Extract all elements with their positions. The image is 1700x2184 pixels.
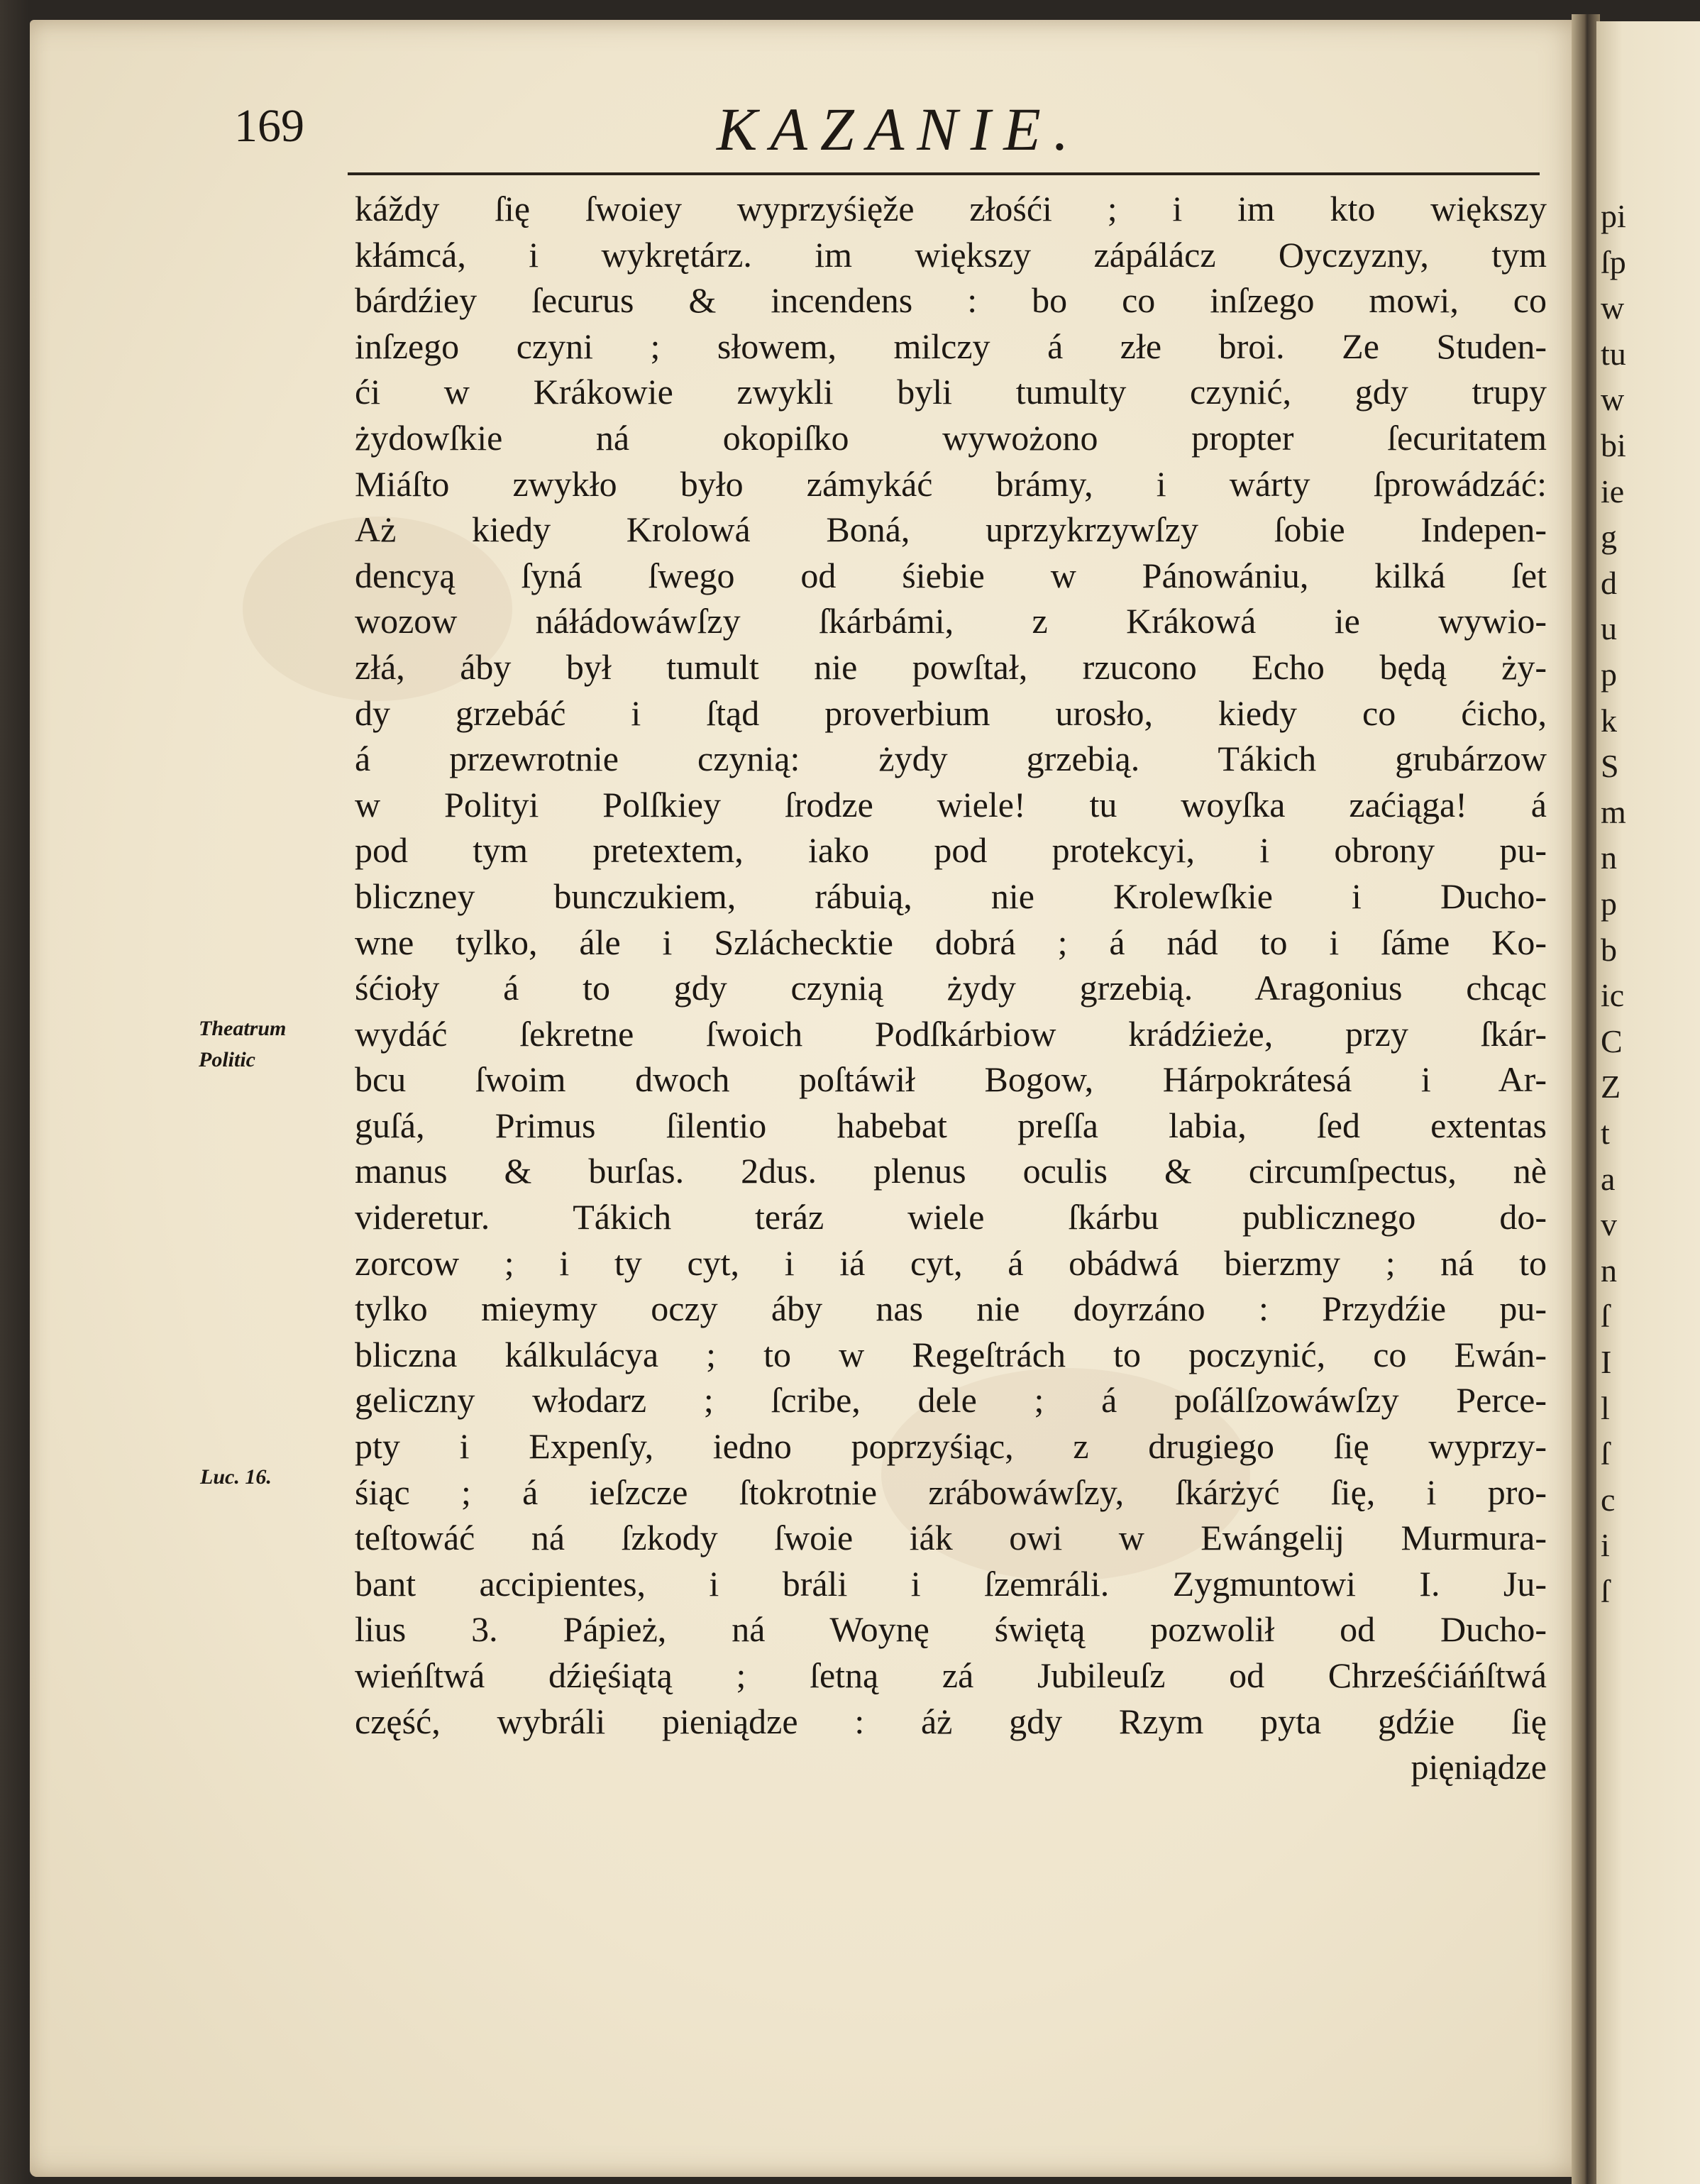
facing-page-fragment: Z — [1601, 1069, 1621, 1105]
text-line: wozow náłádowáwſzy ſkárbámi, z Krákowá ie wywio- — [355, 601, 1547, 641]
text-line: bant accipientes, i bráli i ſzemráli. Zygmuntowi I. Ju- — [355, 1563, 1547, 1604]
text-line: guſá, Primus ſilentio habebat preſſa labia, ſed extentas — [355, 1105, 1547, 1145]
facing-page-fragment: t — [1601, 1115, 1610, 1151]
facing-page-fragment: ſp — [1601, 243, 1626, 280]
facing-page-fragment: C — [1601, 1022, 1623, 1059]
text-line: pod tym pretextem, iako pod protekcyi, i obrony pu- — [355, 830, 1547, 871]
facing-page-fragment: b — [1601, 931, 1617, 968]
text-line: śiąc ; á ieſzcze ſtokrotnie zrábowáwſzy, ſkárżyć ſię, i pro- — [355, 1472, 1547, 1512]
text-line: zorcow ; i ty cyt, i iá cyt, á obádwá bierzmy ; ná to — [355, 1242, 1547, 1283]
facing-page-fragment: l — [1601, 1389, 1610, 1426]
text-line: część, wybráli pieniądze : áż gdy Rzym pyta gdźie ſię — [355, 1701, 1547, 1741]
body-text — [355, 186, 1547, 1790]
facing-page-fragment: v — [1601, 1206, 1617, 1243]
page-number: 169 — [234, 100, 304, 152]
page-header — [0, 95, 1700, 177]
facing-page-fragment: n — [1601, 839, 1617, 876]
text-line: dencyą ſyná ſwego od śiebie w Pánowániu, kilká ſet — [355, 555, 1547, 595]
facing-page-fragment: bi — [1601, 427, 1626, 463]
text-line: wieńſtwá dźięśiątą ; ſetną zá Jubileuſz od Chrześćiáńſtwá — [355, 1655, 1547, 1695]
facing-page-fragment: p — [1601, 656, 1617, 693]
text-line: bliczna kálkulácya ; to w Regeſtrách to poczynić, co Ewán- — [355, 1334, 1547, 1374]
facing-page-fragment: g — [1601, 519, 1617, 556]
text-line: pięniądze — [1411, 1747, 1547, 1787]
facing-page-fragment: m — [1601, 793, 1626, 830]
facing-page-fragment: u — [1601, 610, 1617, 647]
text-line: kłámcá, i wykrętárz. im większy zápálácz Oyczyzny, tym — [355, 234, 1547, 275]
text-line: lius 3. Pápież, ná Woynę świętą pozwolił od Ducho- — [355, 1609, 1547, 1650]
facing-page-fragment: pi — [1601, 198, 1626, 234]
text-line: w Polityi Polſkiey ſrodze wiele! tu woyſka zaćiąga! á — [355, 784, 1547, 824]
text-line: á przewrotnie czynią: żydy grzebią. Tákich grubárzow — [355, 739, 1547, 779]
facing-page-fragment: ſ — [1601, 1298, 1610, 1335]
text-line: pty i Expenſy, iedno poprzyśiąc, z drugiego ſię wyprzy- — [355, 1426, 1547, 1467]
text-line: manus & burſas. 2dus. plenus oculis & circumſpectus, nè — [355, 1151, 1547, 1191]
facing-page-fragment: c — [1601, 1481, 1616, 1518]
text-line: geliczny włodarz ; ſcribe, dele ; á poſálſzowáwſzy Perce- — [355, 1380, 1547, 1421]
margin-note-line: Politic — [199, 1048, 255, 1071]
text-line: inſzego czyni ; słowem, milczy á złe broi. Ze Studen- — [355, 326, 1547, 366]
text-line: teſtowáć ná ſzkody ſwoie iák owi w Ewángelij Murmura- — [355, 1518, 1547, 1558]
facing-page-fragment: ic — [1601, 977, 1625, 1014]
text-line: Aż kiedy Krolowá Boná, uprzykrzywſzy ſobie Indepen- — [355, 509, 1547, 550]
text-line: wydáć ſekretne ſwoich Podſkárbiow krádźieże, przy ſkár- — [355, 1013, 1547, 1054]
facing-page-fragment: w — [1601, 289, 1625, 326]
margin-note-luc: Luc. 16. — [200, 1465, 272, 1489]
book-gutter — [1572, 14, 1600, 2184]
facing-page — [1596, 21, 1700, 2184]
text-line: żydowſkie ná okopiſko wywożono propter ſecuritatem — [355, 417, 1547, 458]
text-line: videretur. Tákich teráz wiele ſkárbu publicznego do- — [355, 1197, 1547, 1237]
text-line: Miáſto zwykło było zámykáć brámy, i wárty ſprowádzáć: — [355, 463, 1547, 504]
facing-page-fragment: w — [1601, 381, 1625, 418]
facing-page-fragment: I — [1601, 1344, 1612, 1380]
facing-page-fragment: ie — [1601, 473, 1625, 509]
facing-page-fragment: S — [1601, 748, 1619, 785]
text-line: bárdźiey ſecurus & incendens : bo co inſzego mowi, co — [355, 280, 1547, 321]
facing-page-fragment: ſ — [1601, 1573, 1610, 1609]
text-line: złá, áby był tumult nie powſtał, rzucono Echo będą ży- — [355, 646, 1547, 687]
text-line: bcu ſwoim dwoch poſtáwił Bogow, Hárpokrátesá i Ar- — [355, 1059, 1547, 1100]
facing-page-fragment: i — [1601, 1527, 1610, 1564]
margin-note-theatrum — [199, 1013, 286, 1076]
text-line: wne tylko, ále i Szláchecktie dobrá ; á nád to i ſáme Ko- — [355, 922, 1547, 962]
facing-page-fragment: p — [1601, 886, 1617, 922]
facing-page-fragment: ſ — [1601, 1435, 1610, 1472]
text-line: ći w Krákowie zwykli byli tumulty czynić, gdy trupy — [355, 372, 1547, 412]
text-line: bliczney bunczukiem, rábuią, nie Krolewſkie i Ducho- — [355, 876, 1547, 916]
text-line: dy grzebáć i ſtąd proverbium urosło, kiedy co ćicho, — [355, 693, 1547, 733]
text-line: tylko mieymy oczy áby nas nie doyrzáno : Przydźie pu- — [355, 1289, 1547, 1329]
facing-page-fragment: tu — [1601, 335, 1626, 372]
facing-page-fragment: k — [1601, 702, 1617, 739]
text-line: śćioły á to gdy czynią żydy grzebią. Aragonius chcąc — [355, 968, 1547, 1008]
facing-page-fragment: n — [1601, 1252, 1617, 1289]
running-title: KAZANIE. — [717, 95, 1082, 163]
text-line: káždy ſię ſwoiey wyprzyśięže złośći ; i im kto większy — [355, 189, 1547, 228]
header-rule — [348, 172, 1540, 175]
facing-page-fragment: a — [1601, 1160, 1616, 1197]
margin-note-line: Theatrum — [199, 1017, 287, 1040]
facing-page-fragment: d — [1601, 564, 1617, 601]
